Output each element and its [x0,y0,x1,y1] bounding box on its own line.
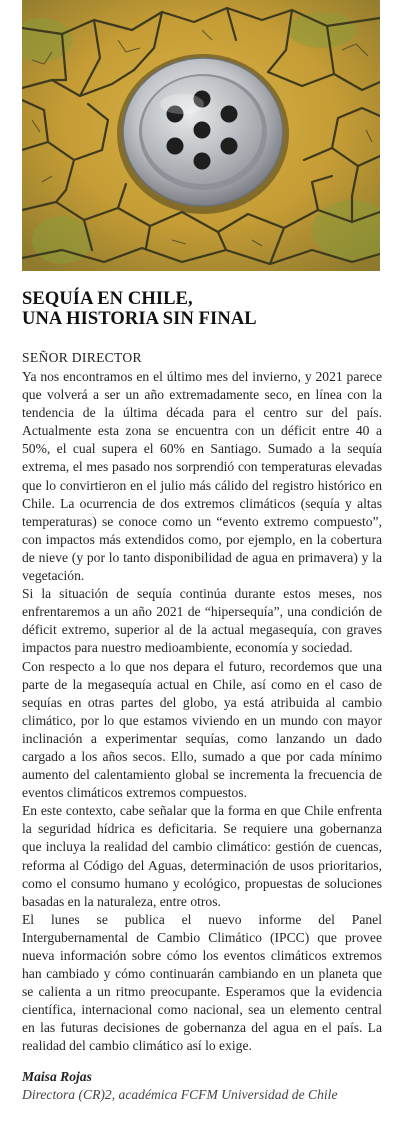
signature-role: Directora (CR)2, académica FCFM Universidad de Chile [22,1087,338,1102]
drain-photo [22,0,380,271]
paragraph: Con respecto a lo que nos depara el futuro, recordemos que una parte de la megasequía actual en Chile, así como en el caso de sequías en otras partes del globo, ya está atribuida al cambio climático, por lo que estamos viviendo en un mundo con mayor inclinación a experimentar sequías, como lanzando un dado cargado a los años secos. Ello, sumado a que por cada mínimo aumento del calentamiento global se incrementa la frecuencia de eventos climáticos extremos compuestos. [22,658,382,801]
paragraph: En este contexto, cabe señalar que la forma en que Chile enfrenta la seguridad hídrica es deficitaria. Se requiere una gobernanza que incluya la realidad del cambio climático: gestión de cuencas, reforma al Código del Aguas, determinación de usos prioritarios, como el consumo humano y ecológico, propuestas de soluciones basadas en la naturaleza, entre otros. [22,803,382,909]
salutation: SEÑOR DIRECTOR [22,350,142,365]
headline [22,289,382,329]
signature-name: Maisa Rojas [22,1069,92,1084]
paragraph: Si la situación de sequía continúa durante estos meses, nos enfrentaremos a un año 2021 de “hipersequía”, una condición de déficit extremo, superior al de la actual megasequía, con graves impactos para nuestro medioambiente, economía y sociedad. [22,586,382,656]
letter-body [22,368,382,1056]
headline-line-1: SEQUÍA EN CHILE, [22,289,193,309]
drain-icon [117,54,289,214]
headline-line-2: UNA HISTORIA SIN FINAL [22,309,257,329]
paragraph: Ya nos encontramos en el último mes del invierno, y 2021 parece que volverá a ser un año extremadamente seco, en línea con la tendencia de la última década para el centro sur del país. Actualmente esta zona se encuentra con un déficit entre 40 a 50%, el cual supera el 60% en Santiago. Sumado a la sequía extrema, el mes pasado nos sorprendió con temperaturas elevadas que lo convirtieron en el julio más cálido del registro histórico en Chile. La ocurrencia de dos extremos climáticos (sequía y altas temperaturas) se conoce como un “evento extremo compuesto”, con impactos más extendidos como, por ejemplo, en la cobertura de nieve (y por lo tanto disponibilidad de agua en primavera) y la vegetación. [22,369,382,584]
paragraph: El lunes se publica el nuevo informe del Panel Intergubernamental de Cambio Climático (IPCC) que provee nueva información sobre cómo los eventos climáticos extremos han cambiado y cómo continuarán cambiando en un planeta que se calienta a un ritmo preocupante. Esperamos que la evidencia científica, internacional como nacional, sea un elemento central en las futuras decisiones de gobernanza del agua en el país. La realidad del cambio climático así lo exige. [22,911,382,1054]
